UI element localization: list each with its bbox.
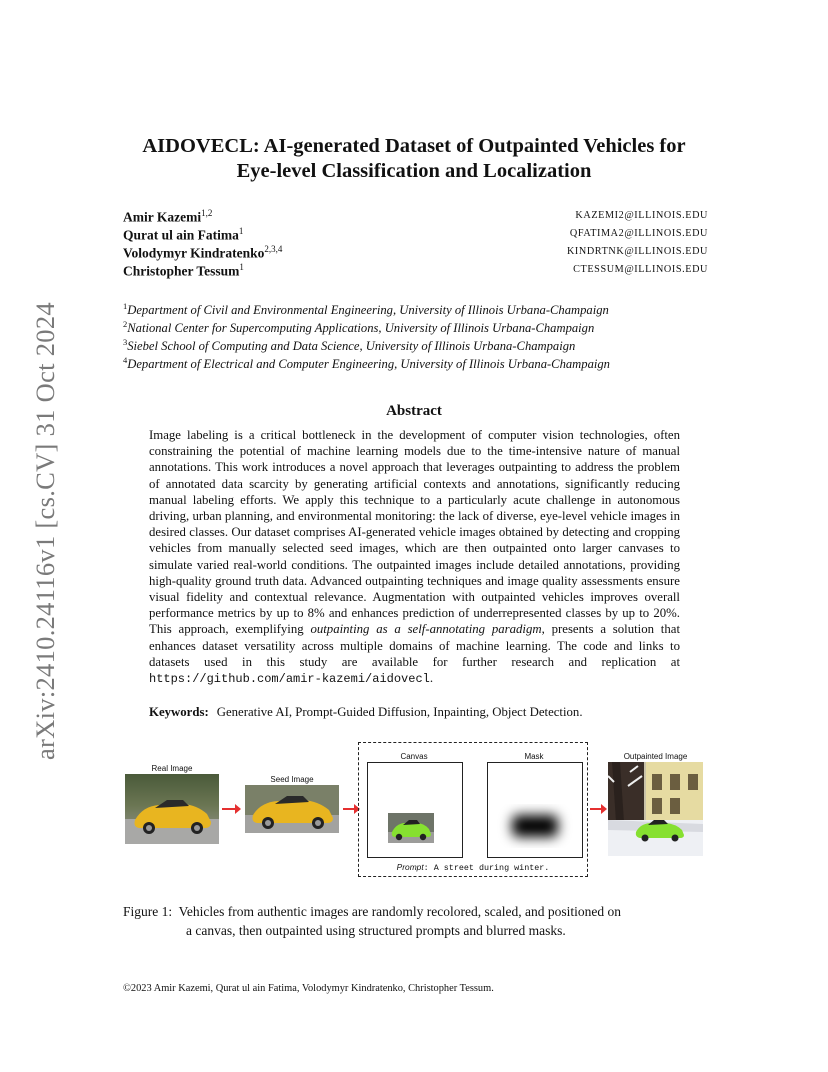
canvas-label: Canvas [400,752,428,761]
abstract-heading: Abstract [386,403,442,419]
affiliation: $^2$National Center for Supercomputing Applications, University of Illinois Urbana-Champaign [123,319,595,336]
author-name: Qurat ul ain Fatima$^1$ [123,226,244,243]
caption-label: Figure 1: [123,904,173,919]
paper-title [110,134,718,184]
figure-caption [123,902,713,940]
caption-line-2: a canvas, then outpainted using structured prompts and blurred masks. [186,923,566,938]
author-email: KINDRTNK@ILLINOIS.EDU [566,246,708,257]
affiliation: $^4$Department of Electrical and Computer Engineering, University of Illinois Urbana-Champaign [123,355,610,372]
outpainted-image-label: Outpainted Image [623,752,688,761]
author-row [123,226,708,244]
title-line-1: AIDOVECL: AI-generated Dataset of Outpainted Vehicles for [142,135,686,157]
outpainted-image-photo [608,762,703,856]
canvas-panel [367,762,463,858]
arxiv-identifier: arXiv:2410.24116v1 [cs.CV] 31 Oct 2024 [30,302,60,760]
author-name: Amir Kazemi$^{1,2}$ [123,208,213,225]
prompt-text: Prompt: A street during winter. [396,862,550,873]
author-row [123,244,708,262]
real-image-photo [125,774,219,844]
affiliation: $^3$Siebel School of Computing and Data Science, University of Illinois Urbana-Champaign [123,337,576,354]
author-email: KAZEMI2@ILLINOIS.EDU [575,210,708,221]
abstract-body: Image labeling is a critical bottleneck in the development of computer vision technologies, often constraining the potential of machine learning models due to the time-intensive nature of manual annotations. This work introduces a novel approach that leverages outpainting to address the problem of annotated data scarcity by generating artificial contexts and annotations, significantly reducing manual labeling efforts. We apply this technique to a particularly acute challenge in autonomous driving, urban planning, and environmental monitoring: the lack of diverse, eye-level vehicle images in desired classes. Our dataset comprises AI-generated vehicle images obtained by detecting and cropping vehicles from manually selected seed images, which are then outpainted onto larger canvases to simulate varied real-world conditions. The outpainted images include detailed annotations, providing high-quality ground truth data. Advanced outpainting techniques and image quality assessments ensure visual fidelity and contextual relevance. Augmentation with outpainted vehicles improves overall performance metrics by up to 8% and enhances prediction of underrepresented classes by up to 20%. This approach, exemplifying outpainting as a self-annotating paradigm, presents a solution that enhances dataset versatility across multiple domains of machine learning. The code and links to datasets used in this study are available for further research and replication at https://github.com/amir-kazemi/aidovecl. [149,428,680,687]
abstract-emphasis: outpainting as a self-annotating paradigm [310,622,542,637]
author-email: CTESSUM@ILLINOIS.EDU [573,264,708,275]
canvas-vehicle-photo [388,813,434,843]
seed-image-photo [245,785,339,833]
mask-panel [487,762,583,858]
arrow-icon [222,808,236,810]
mask-label: Mask [524,752,544,761]
author-row [123,208,708,226]
author-row [123,262,708,280]
code-url-link[interactable]: https://github.com/amir-kazemi/aidovecl [149,672,430,687]
keywords [149,705,709,720]
copyright-notice: ©2023 Amir Kazemi, Qurat ul ain Fatima, Volodymyr Kindratenko, Christopher Tessum. [123,983,494,994]
author-name: Christopher Tessum$^1$ [123,262,244,279]
arrow-icon [590,808,602,810]
seed-image-label: Seed Image [270,775,314,784]
author-name: Volodymyr Kindratenko$^{2,3,4}$ [123,244,283,261]
author-email: QFATIMA2@ILLINOIS.EDU [569,228,708,239]
caption-line-1: Vehicles from authentic images are randomly recolored, scaled, and positioned on [178,904,621,919]
keywords-label: Keywords: [149,705,209,719]
keywords-text: Generative AI, Prompt-Guided Diffusion, Inpainting, Object Detection. [216,705,583,719]
arrow-icon [343,808,355,810]
real-image-label: Real Image [151,764,193,773]
title-line-2: Eye-level Classification and Localization [236,160,592,182]
affiliation: $^1$Department of Civil and Environmental Engineering, University of Illinois Urbana-Champaign [123,301,609,318]
